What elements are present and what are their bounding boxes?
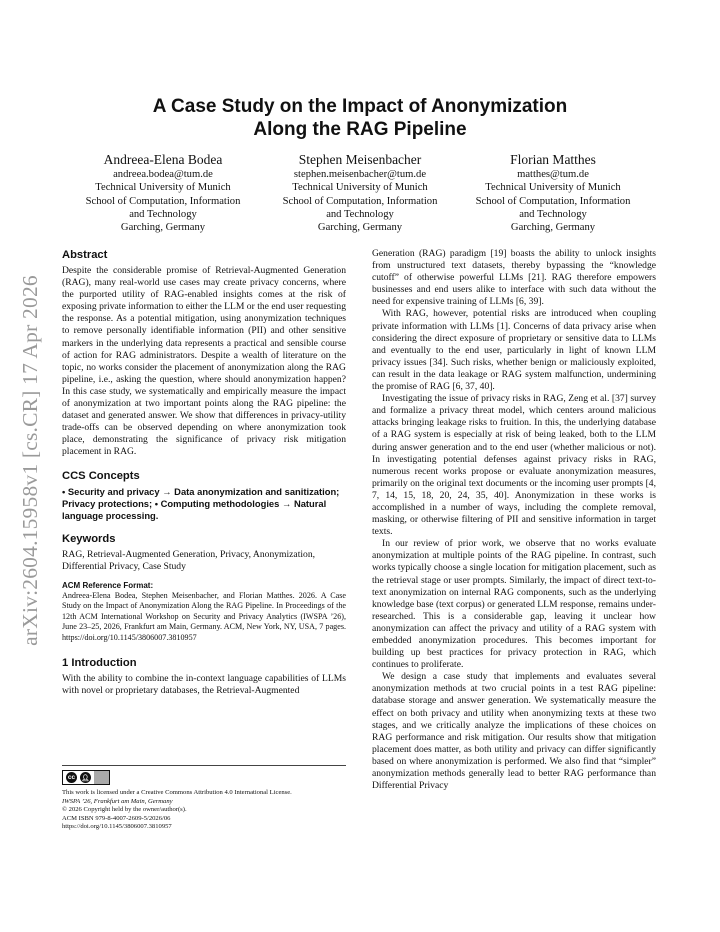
paper-title	[60, 95, 660, 141]
cc-icon: cc	[67, 774, 76, 781]
license-text: This work is licensed under a Creative Commons Attribution 4.0 International License.	[62, 789, 292, 796]
right-column	[372, 248, 656, 792]
cc-by-license-badge-icon	[62, 770, 110, 785]
author-email: stephen.meisenbacher@tum.de	[293, 169, 427, 180]
author-email: andreea.bodea@tum.de	[113, 169, 213, 180]
author-affiliation: Technical University of Munich	[485, 182, 621, 194]
author-affiliation: School of Computation, Information	[475, 195, 631, 207]
footer-divider	[62, 765, 346, 766]
intro-text-left: With the ability to combine the in-context language capabilities of LLMs with novel or proprietary databases, the Retrieval-Augmented	[62, 672, 346, 696]
intro-paragraph-2: With RAG, however, potential risks are introduced when coupling private information with LLMs [1]. Concerns of data privacy arise when considering the direct exposure of proprietary or sensitive data to LLMs and eventually to the end user, particularly in light of known LLM privacy issues [34]. Such risks, whether benign or maliciously exploited, can result in the data leakage or RAG system malfunction, undermining the promise of RAG [6, 37, 40].	[372, 308, 656, 393]
title-line-1: A Case Study on the Impact of Anonymization	[152, 96, 568, 117]
author-affiliation: and Technology	[519, 208, 587, 220]
intro-paragraph-1: Generation (RAG) paradigm [19] boasts the ability to unlock insights from unstructured text datasets, thereby bypassing the “knowledge cutoff” of otherwise powerful LLMs [21]. RAG therefore empowers businesses and end users alike to interface with such data without the need for expensive training of LLMs [6, 39].	[372, 248, 656, 308]
ccs-heading: CCS Concepts	[62, 469, 140, 482]
badge-bar	[94, 771, 109, 784]
author-name: Andreea-Elena Bodea	[103, 152, 223, 167]
author-affiliation: Technical University of Munich	[95, 182, 231, 194]
intro-paragraph-5: We design a case study that implements and evaluates several anonymization methods at two crucial points in a test RAG pipeline: database storage and answer generation. We systematically measure the effect on both privacy and utility when anonymizing texts at these two stages, and we critically analyze the implications of these choices on RAG performance and risk mitigation. Our results show that mitigation placement does matter, as both utility and privacy can differ significantly based on where anonymization is performed. We also find that “simpler” anonymization methods generally lead to better RAG performance than Differential Privacy	[372, 671, 656, 792]
acm-reference-heading: ACM Reference Format:	[62, 580, 154, 590]
by-person-icon: 👤︎	[80, 772, 91, 783]
author-1	[68, 151, 258, 234]
left-column	[62, 248, 346, 697]
ccs-text: • Security and privacy → Data anonymization and sanitization; Privacy protections; • Computing methodologies → Natural language processing.	[62, 485, 340, 521]
author-affiliation: School of Computation, Information	[282, 195, 438, 207]
isbn-text: ACM ISBN 979-8-4007-2609-5/2026/06	[62, 814, 171, 822]
author-location: Garching, Germany	[120, 222, 206, 234]
author-email: matthes@tum.de	[517, 169, 589, 180]
author-location: Garching, Germany	[317, 222, 403, 234]
author-2	[265, 151, 455, 234]
keywords-heading: Keywords	[62, 532, 116, 545]
license-footer	[62, 765, 346, 832]
title-line-2: Along the RAG Pipeline	[253, 119, 467, 140]
intro-paragraph-3: Investigating the issue of privacy risks in RAG, Zeng et al. [37] survey and formalize a privacy threat model, which centers around malicious attacks bringing leakage risks to fruition. In this, the underlying database of a RAG system is especially at risk of being leaked, both to the LLM during answer generation and to the end user (whether malicious or not). In investigating potential defenses against privacy risks in RAG, numerous recent works propose or evaluate anonymization measures, primarily on the original text documents or the incoming user prompts [4, 7, 14, 15, 18, 20, 24, 35, 40]. Anonymization in these works is accomplished in a number of ways, including the complete removal, masking, or otherwise filtering of PII and sensitive information in target texts.	[372, 393, 656, 538]
doi-text: https://doi.org/10.1145/3806007.3810957	[62, 823, 172, 830]
arxiv-stamp-text: arXiv:2604.15958v1 [cs.CR] 17 Apr 2026	[17, 274, 42, 646]
author-3	[458, 151, 648, 234]
author-name: Stephen Meisenbacher	[298, 152, 422, 167]
author-affiliation: and Technology	[326, 208, 394, 220]
author-affiliation: School of Computation, Information	[85, 195, 241, 207]
author-name: Florian Matthes	[510, 152, 596, 167]
abstract-heading: Abstract	[62, 249, 108, 261]
author-affiliation: and Technology	[129, 208, 197, 220]
abstract-text: Despite the considerable promise of Retrieval-Augmented Generation (RAG), many real-world use cases may create privacy concerns, where the purported utility of RAG-enabled insights comes at the risk of exposing private information to either the LLM or the end user requesting the response. As a potential mitigation, using anonymization techniques to remove personally identifiable information (PII) and other sensitive markers in the underlying data represents a practical and sensible course of action for RAG administrators. Despite a wealth of literature on the topic, no works consider the placement of anonymization along the RAG pipeline, i.e., asking the question, where should anonymization happen? In this case study, we systematically and empirically measure the impact of anonymization at two important points along the RAG pipeline: the dataset and generated answer. We show that differences in privacy-utility trade-offs can be observed depending on where anonymization took place, demonstrating the significance of privacy risk mitigation placement in RAG.	[62, 265, 346, 458]
acm-reference-text: Andreea-Elena Bodea, Stephen Meisenbacher, and Florian Matthes. 2026. A Case Study on the Impact of Anonymization Along the RAG Pipeline. In Proceedings of the 12th ACM International Workshop on Security and Privacy Analytics (IWSPA ’26), June 23–25, 2026, Frankfurt am Main, Germany. ACM, New York, NY, USA, 7 pages. https://doi.org/10.1145/3806007.3810957	[62, 590, 346, 643]
author-location: Garching, Germany	[510, 222, 596, 234]
keywords-text: RAG, Retrieval-Augmented Generation, Privacy, Anonymization, Differential Privacy, Case Study	[62, 548, 316, 572]
arxiv-stamp	[6, 250, 54, 670]
author-affiliation: Technical University of Munich	[292, 182, 428, 194]
intro-heading: 1 Introduction	[62, 656, 137, 669]
intro-paragraph-4: In our review of prior work, we observe that no works evaluate anonymization at multiple points of the RAG pipeline. In contrast, such works typically choose a single location for mitigation placement, such as the retrieval stage or user prompts. Similarly, the impact of direct text-to-text anonymization on internal RAG components, such as the underlying knowledge base (text corpus) or generated LLM response, remains under-researched. This is a considerable gap, leaving it unclear how anonymization can affect the privacy and utility of a RAG system with embedded anonymization procedures. This becomes important for building up best practices for privacy protection in RAG, which continues to proliferate.	[372, 538, 656, 671]
copyright-text: © 2026 Copyright held by the owner/author(s).	[62, 806, 187, 813]
venue-text: IWSPA ’26, Frankfurt am Main, Germany	[62, 797, 173, 805]
